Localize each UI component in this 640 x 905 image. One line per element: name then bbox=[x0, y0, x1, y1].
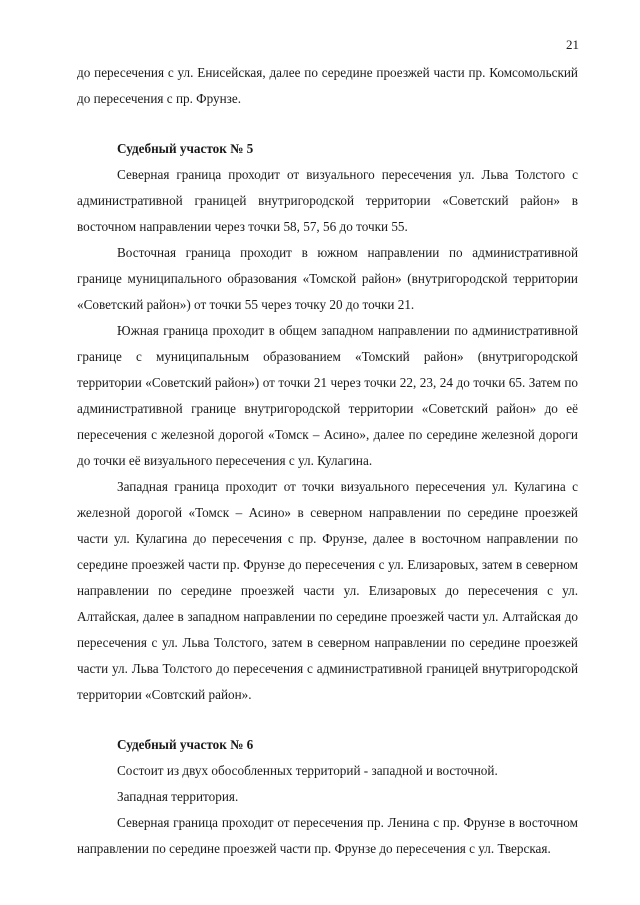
section5-paragraph-south: Южная граница проходит в общем западном направлении по административной границе с муниципальным образованием «Томский район» (внутригородской территории «Советский район») от точки 21 через точки 22, 23, 24 до точки 65. Затем по административной границе внутригородской территории «Советский район» до её пересечения с железной дорогой «Томск – Асино», далее по середине железной дороги до точки её визуального пересечения с ул. Кулагина. bbox=[77, 323, 578, 468]
document-body bbox=[77, 60, 578, 862]
paragraph-continuation: до пересечения с ул. Енисейская, далее по середине проезжей части пр. Комсомольский до пересечения с пр. Фрунзе. bbox=[77, 65, 578, 106]
section6-paragraph-intro: Состоит из двух обособленных территорий - западной и восточной. bbox=[117, 763, 498, 778]
section6-paragraph-north: Северная граница проходит от пересечения пр. Ленина с пр. Фрунзе в восточном направлении по середине проезжей части пр. Фрунзе до пересечения с ул. Тверская. bbox=[77, 815, 578, 856]
section-heading-5: Судебный участок № 5 bbox=[117, 141, 254, 156]
section-heading-6: Судебный участок № 6 bbox=[117, 737, 254, 752]
section6-paragraph-west-territory: Западная территория. bbox=[117, 789, 239, 804]
section5-paragraph-west: Западная граница проходит от точки визуального пересечения ул. Кулагина с железной дорогой «Томск – Асино» в северном направлении по середине проезжей части ул. Кулагина до пересечения с пр. Фрунзе, далее в восточном направлении по середине проезжей части пр. Фрунзе до пересечения с ул. Елизаровых, затем в северном направлении по середине проезжей части ул. Елизаровых до пересечения с ул. Алтайская, далее в западном направлении по середине проезжей части ул. Алтайская до пересечения с ул. Льва Толстого, затем в северном направлении по середине проезжей части ул. Льва Толстого до пересечения с административной границей внутригородской территории «Совтский район». bbox=[77, 479, 578, 702]
section5-paragraph-east: Восточная граница проходит в южном направлении по административной границе муниципального образования «Томской район» (внутригородской территории «Советский район») от точки 55 через точку 20 до точки 21. bbox=[77, 245, 578, 312]
section5-paragraph-north: Северная граница проходит от визуального пересечения ул. Льва Толстого с административной границей внутригородской территории «Советский район» в восточном направлении через точки 58, 57, 56 до точки 55. bbox=[77, 167, 578, 234]
page-number: 21 bbox=[566, 37, 579, 52]
